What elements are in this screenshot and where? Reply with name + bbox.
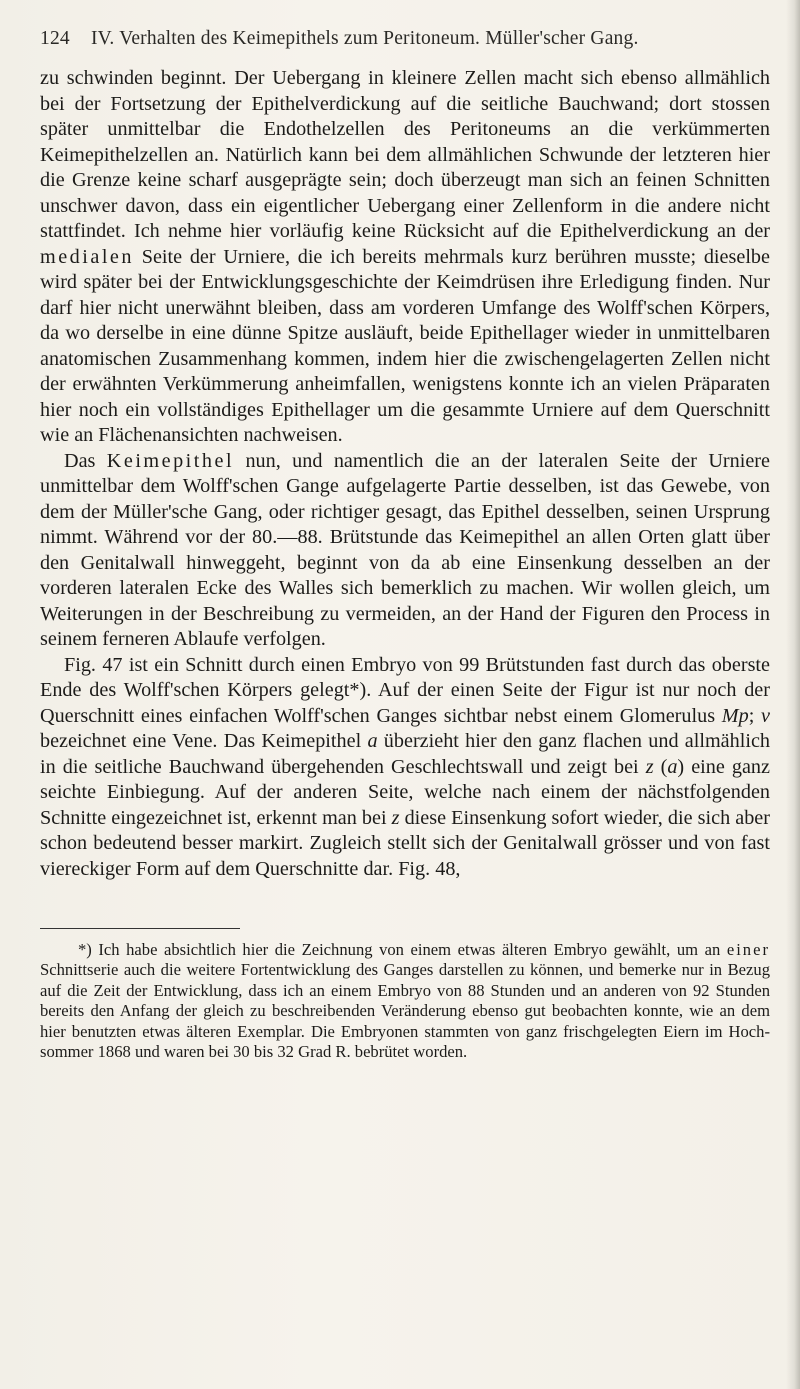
text-run: bezeichnet eine Vene. Das Keimepithel <box>40 730 368 752</box>
paragraph <box>40 653 770 883</box>
spaced-emphasis-text: einer <box>726 940 770 959</box>
text-run: Seite der Urniere, die ich bereits mehrmals kurz berühren musste; dieselbe wird später bei der Entwicklungsgeschichte der Keimdrüsen ihre Erledigung finden. Nur darf hier nicht unerwähnt bleiben, dass am vorderen Umfange des Wolff'schen Körpers, da wo derselbe in eine dünne Spitze ausläuft, beide Epithellager wieder in unmittelbaren anatomischen Zusammenhang kommen, indem hier die zwischengelagerten Zellen nicht der erwähnten Verkümmerung anheimfallen, wenigstens konnte ich an vielen Präparaten hier noch ein vollständiges Epithellager um die gesammte Urniere auf dem Querschnitt wie an Flächenansichten nachweisen. <box>40 245 770 446</box>
running-header <box>40 28 770 50</box>
spaced-emphasis-text: Keimepithel <box>106 449 235 472</box>
italic-symbol-text: Mp <box>721 704 749 727</box>
text-run: zu schwinden beginnt. Der Uebergang in kleinere Zellen macht sich ebenso allmählich bei der Fortsetzung der Epithelverdickung auf die seitliche Bauchwand; dort stossen später unmittelbar die Endothelzellen des Peritoneums an die verkümmerten Keimepithelzellen an. Natürlich kann bei dem allmählichen Schwunde der letzteren hier die Grenze keine scharf ausgeprägte sein; doch überzeugt man sich an feinen Schnitten unschwer davon, dass ein eigentlicher Uebergang einer Zellenform in die andere nicht stattfindet. Ich nehme hier vorläufig keine Rücksicht auf die Epithelverdickung an der <box>40 67 770 242</box>
page-edge-shadow <box>786 0 800 1389</box>
italic-symbol-text: z <box>645 755 654 778</box>
text-run: Schnittserie auch die weitere Fortentwicklung des Ganges darstellen zu können, und bemerke nur in Bezug auf die Zeit der Entwicklung, dass ich an einem Embryo von 88 Stunden und an anderen von 92 Stunden bereits den Anfang der gleich zu beschreibenden Veränderung ebenso gut beobachten konnte, wie an dem hier benutzten etwas älteren Exemplar. Die Embryonen stammten von ganz frischgelegten Eiern im Hochsommer 1868 und waren bei 30 bis 32 Grad R. bebrütet worden. <box>40 960 770 1062</box>
italic-symbol-text: a <box>667 755 678 778</box>
text-run: Fig. 47 ist ein Schnitt durch einen Embryo von 99 Brütstunden fast durch das oberste Ende des Wolff'schen Körpers gelegt*). Auf der einen Seite der Figur ist nur noch der Querschnitt eines einfachen Wolff'schen Ganges sichtbar nebst einem Glomerulus <box>40 653 770 727</box>
page-number: 124 <box>40 28 70 49</box>
text-run: ) eine ganz seichte Einbiegung. Auf der anderen Seite, welche nach einem der nächstfolgenden Schnitte eingezeichnet ist, erkennt man bei <box>40 755 770 829</box>
italic-symbol-text: v <box>761 704 771 727</box>
italic-symbol-text: z <box>391 806 400 829</box>
footnote <box>40 940 770 1062</box>
text-run: Das <box>64 449 107 472</box>
text-run: nun, und namentlich die an der lateralen Seite der Urniere unmittelbar dem Wolff'schen Gange aufgelagerte Partie desselben, ist das Gewebe, von dem der Müller'sche Gang, oder richtiger gesagt, das Epithel desselben, seinen Ursprung nimmt. Während vor der 80.—88. Brütstunde das Keimepithel an allen Orten glatt über den Genitalwall hinweggeht, beginnt von da ab eine Einsenkung desselben an der vorderen lateralen Ecke des Walles sich bemerklich zu machen. Wir wollen gleich, um Weiterungen in der Beschreibung zu vermeiden, an der Hand der Figuren den Process in seinem ferneren Ablaufe verfolgen. <box>40 449 770 650</box>
text-run: ; <box>748 704 762 727</box>
paragraph <box>40 66 770 449</box>
paragraph <box>40 449 770 653</box>
spaced-emphasis-text: medialen <box>40 245 134 268</box>
body-text <box>40 66 770 882</box>
text-run: diese Einsenkung sofort wieder, die sich aber schon bedeutend besser markirt. Zugleich stellt sich der Genitalwall grösser und von fast viereckiger Form auf dem Querschnitte dar. Fig. 48, <box>40 806 770 880</box>
running-title: IV. Verhalten des Keimepithels zum Peritoneum. Müller'scher Gang. <box>90 28 639 49</box>
footnote-separator <box>40 928 240 929</box>
text-run: ( <box>653 755 668 778</box>
text-run: überzieht hier den ganz flachen und allmählich in die seitliche Bauchwand übergehenden Geschlechtswall und zeigt bei <box>40 730 770 778</box>
italic-symbol-text: a <box>367 730 378 752</box>
text-run: *) Ich habe absichtlich hier die Zeichnung von einem etwas älteren Embryo gewählt, um an <box>78 940 727 959</box>
